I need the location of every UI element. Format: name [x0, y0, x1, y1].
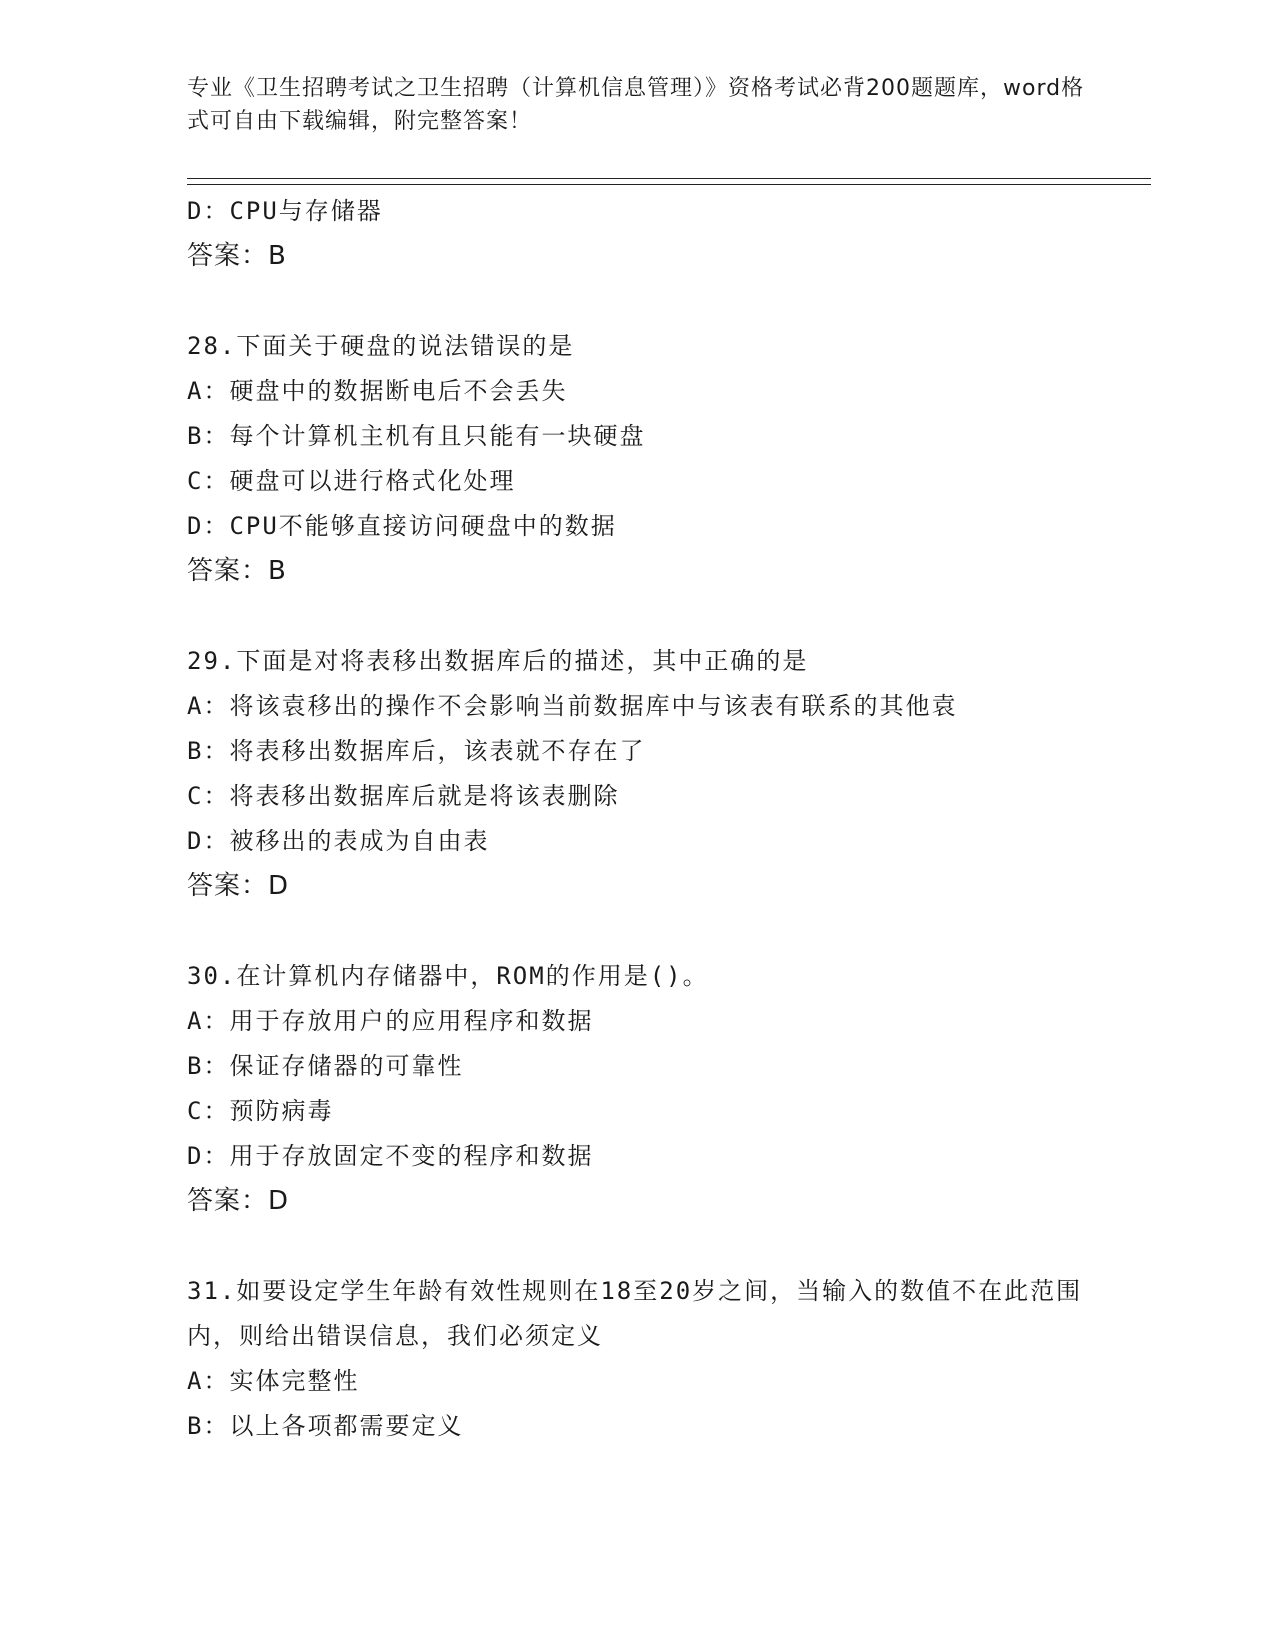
answer: 答案：D: [187, 1186, 290, 1216]
header-divider-bottom: [187, 184, 1151, 185]
option-b: B：将表移出数据库后，该表就不存在了: [187, 737, 646, 765]
question-27-tail: [187, 189, 1087, 279]
option-b: B：以上各项都需要定义: [187, 1412, 464, 1440]
option-c: C：将表移出数据库后就是将该表删除: [187, 782, 620, 810]
question-list: [187, 189, 1087, 1449]
option-a: A：用于存放用户的应用程序和数据: [187, 1007, 594, 1035]
header-divider-top: [187, 178, 1151, 179]
question-31: [187, 1269, 1087, 1449]
option-a: A：硬盘中的数据断电后不会丢失: [187, 377, 568, 405]
question-stem: 29.下面是对将表移出数据库后的描述，其中正确的是: [187, 647, 809, 675]
option-d: D：被移出的表成为自由表: [187, 827, 490, 855]
document-header: [187, 72, 1087, 138]
option-d: D：CPU与存储器: [187, 197, 383, 225]
answer: 答案：D: [187, 871, 290, 901]
option-c: C：预防病毒: [187, 1097, 334, 1125]
answer: 答案：B: [187, 556, 287, 586]
option-a: A：实体完整性: [187, 1367, 360, 1395]
question-29: [187, 639, 1087, 909]
question-stem: 31.如要设定学生年龄有效性规则在18至20岁之间，当输入的数值不在此范围内，则给出错误信息，我们必须定义: [187, 1277, 1083, 1350]
question-stem: 30.在计算机内存储器中，ROM的作用是()。: [187, 962, 709, 990]
option-c: C：硬盘可以进行格式化处理: [187, 467, 516, 495]
question-30: [187, 954, 1087, 1224]
header-title: 专业《卫生招聘考试之卫生招聘（计算机信息管理）》资格考试必背200题题库，word格式可自由下载编辑，附完整答案！: [187, 76, 1085, 134]
answer: 答案：B: [187, 241, 287, 271]
option-a: A：将该袁移出的操作不会影响当前数据库中与该表有联系的其他袁: [187, 692, 958, 720]
option-d: D：用于存放固定不变的程序和数据: [187, 1142, 594, 1170]
option-b: B：保证存储器的可靠性: [187, 1052, 464, 1080]
option-d: D：CPU不能够直接访问硬盘中的数据: [187, 512, 617, 540]
question-stem: 28.下面关于硬盘的说法错误的是: [187, 332, 575, 360]
option-b: B：每个计算机主机有且只能有一块硬盘: [187, 422, 646, 450]
question-28: [187, 324, 1087, 594]
